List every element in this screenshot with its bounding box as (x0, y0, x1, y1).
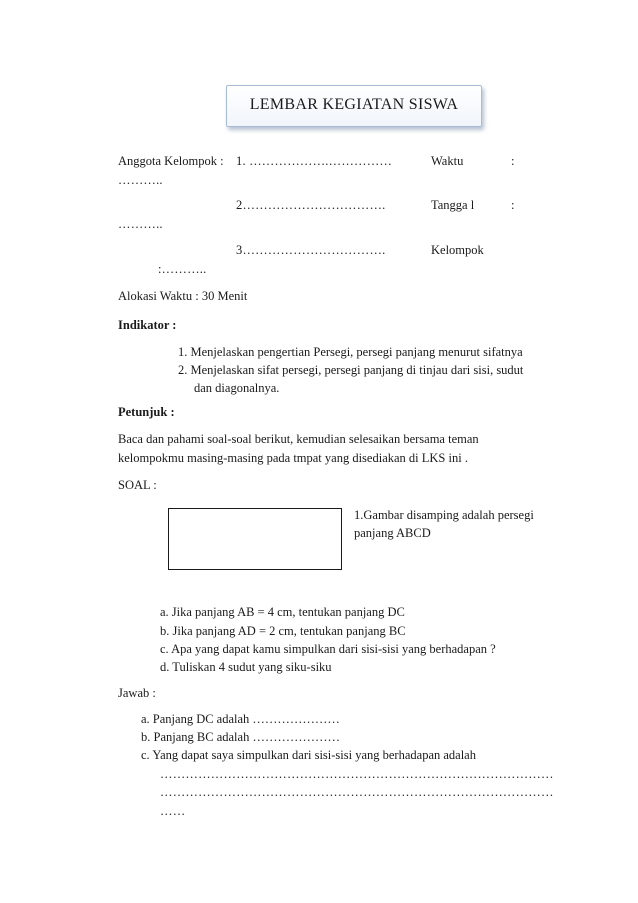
tanggal-label: Tangga l (431, 198, 475, 212)
rectangle-abcd-figure (168, 508, 342, 570)
soal-question-d: d. Tuliskan 4 sudut yang siku-siku (160, 660, 332, 674)
indikator-item-1: 1. Menjelaskan pengertian Persegi, persegi panjang menurut sifatnya (178, 345, 523, 359)
jawab-b: b. Panjang BC adalah ………………… (141, 730, 340, 744)
soal-question-c: c. Apa yang dapat kamu simpulkan dari sisi-sisi yang berhadapan ? (160, 642, 496, 656)
petunjuk-line-1: Baca dan pahami soal-soal berikut, kemudian selesaikan bersama teman (118, 432, 479, 446)
member-1-line: 1. ……………….…………… (236, 154, 393, 168)
soal-question-b: b. Jika panjang AD = 2 cm, tentukan panjang BC (160, 624, 406, 638)
jawab-c-answer-line-3: …… (160, 804, 186, 818)
jawab-a: a. Panjang DC adalah ………………… (141, 712, 340, 726)
soal-heading: SOAL : (118, 478, 157, 492)
soal-question-a: a. Jika panjang AB = 4 cm, tentukan panjang DC (160, 605, 405, 619)
member-3-line: 3……………………………. (236, 243, 386, 257)
waktu-fill-line: ……….. (118, 173, 163, 187)
indikator-item-2-cont: dan diagonalnya. (194, 381, 280, 395)
anggota-label: Anggota Kelompok : (118, 154, 224, 168)
kelompok-label: Kelompok (431, 243, 484, 257)
title-box (226, 85, 482, 127)
petunjuk-heading: Petunjuk : (118, 405, 175, 419)
kelompok-fill-line: :……….. (158, 262, 207, 276)
tanggal-colon: : (511, 198, 515, 212)
soal-desc-line-2: panjang ABCD (354, 526, 431, 540)
member-2-line: 2……………………………. (236, 198, 386, 212)
petunjuk-line-2: kelompokmu masing-masing pada tmpat yang disediakan di LKS ini . (118, 451, 468, 465)
page-title: LEMBAR KEGIATAN SISWA (249, 96, 459, 113)
waktu-label: Waktu (431, 154, 464, 168)
jawab-c: c. Yang dapat saya simpulkan dari sisi-sisi yang berhadapan adalah (141, 748, 476, 762)
jawab-c-answer-line-1: ………………………………………………………………………………… (160, 767, 554, 781)
waktu-colon: : (511, 154, 515, 168)
soal-desc-line-1: 1.Gambar disamping adalah persegi (354, 508, 534, 522)
jawab-heading: Jawab : (118, 686, 156, 700)
indikator-item-2: 2. Menjelaskan sifat persegi, persegi panjang di tinjau dari sisi, sudut (178, 363, 524, 377)
jawab-c-answer-line-2: ………………………………………………………………………………… (160, 785, 554, 799)
indikator-heading: Indikator : (118, 318, 177, 332)
alokasi-waktu: Alokasi Waktu : 30 Menit (118, 289, 248, 303)
tanggal-fill-line: ……….. (118, 217, 163, 231)
